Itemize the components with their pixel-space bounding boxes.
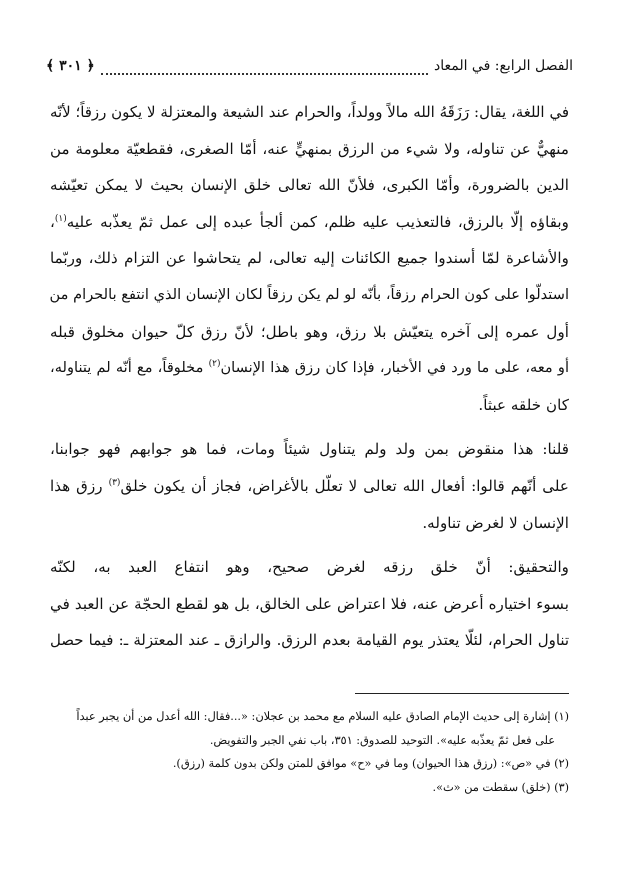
text-line: وبقاؤه إلّا بالرزق، فالتعذيب عليه ظلم، كمن ألجأ عبده إلى عمل ثمّ يعذّبه عليه$^{(١)}$،: [50, 212, 569, 231]
header-leader-dots: [101, 63, 428, 75]
text-line: الإنسان لا لغرض تناوله.: [422, 513, 569, 532]
page-number: ﴿ ٣٠١ ﴾: [46, 58, 95, 74]
text-line: تناول الحرام، لئلّا يعتذر يوم القيامة بعدم الرزق. والرازق ـ عند المعتزلة ـ: فيما حصل: [50, 631, 569, 650]
text-line: أول عمره إلى آخره يتعيّش بلا رزق، وهو باطل؛ لأنّ رزق كلّ حيوان مخلوق قبله: [50, 322, 569, 341]
footnote-3: (٣) (خلق) سقطت من «ث».: [432, 780, 569, 794]
text-line: على أنّهم قالوا: أفعال الله تعالى لا تعلّل بالأغراض، فجاز أن يكون خلق$^{(٣)}$ رزق هذا: [50, 476, 569, 495]
text-line: بسوء اختياره أعرض عنه، فلا اعتراض على الخالق، بل هو لقطع الحجّة عن العبد في: [50, 594, 569, 613]
text-line: أو معه، على ما ورد في الأخبار، فإذا كان رزق هذا الإنسان$^{(٢)}$ مخلوقاً، مع أنّه لم يتناوله،: [50, 359, 569, 377]
text-line: في اللغة، يقال: رَزَقَهُ الله مالاً وولداً، والحرام عند الشيعة والمعتزلة لا يكون رزقاً؛ لأنّه: [50, 103, 569, 121]
footnote-ref: (١): [54, 213, 67, 224]
footnotes: [50, 705, 569, 799]
footnote-ref: (٣): [108, 477, 121, 488]
text-line: قلنا: هذا منقوض بمن ولد ولم يتناول شيئاً ومات، فما هو جوابهم فهو جوابنا،: [50, 440, 569, 459]
running-header: [46, 58, 573, 80]
main-text: [50, 94, 569, 659]
footnote-separator: [355, 693, 569, 694]
chapter-title: الفصل الرابع: في المعاد: [433, 58, 573, 74]
text-line: كان خلقه عبثاً.: [478, 395, 569, 414]
text-line: والتحقيق: أنّ خلق رزقه لغرض صحيح، وهو انتفاع العبد به، لكنّه: [50, 558, 569, 577]
footnote-2: (٢) في «ص»: (رزق هذا الحيوان) وما في «ح» موافق للمتن ولكن بدون كلمة (رزق).: [172, 757, 569, 770]
text-line: والأشاعرة لمّا أسندوا جميع الكائنات إليه تعالى، لم يتحاشوا عن التزام ذلك، وربّما: [50, 249, 569, 268]
footnote-1: (١) إشارة إلى حديث الإمام الصادق عليه السلام مع محمد بن عجلان: «...فقال: الله أعدل من أن يجبر عبداً: [76, 710, 569, 723]
footnote-ref: (٢): [208, 359, 221, 370]
text-line: منهيٌّ عن تناوله، ولا شيء من الرزق بمنهيٍّ عنه، أمّا الصغرى، فقطعيّة معلومة من: [50, 139, 569, 158]
footnote-1-continued: على فعل ثمّ يعذّبه عليه». التوحيد للصدوق: ٣٥١، باب نفي الجبر والتفويض.: [209, 733, 555, 747]
text-line: الدين بالضرورة، وأمّا الكبرى، فلأنّ الله تعالى خلق الإنسان بحيث لا يمكن تعيّشه: [50, 176, 569, 195]
text-line: استدلّوا على كون الحرام رزقاً، بأنّه لو لم يكن رزقاً لكان الإنسان الذي انتفع بالحرام من: [50, 285, 569, 303]
